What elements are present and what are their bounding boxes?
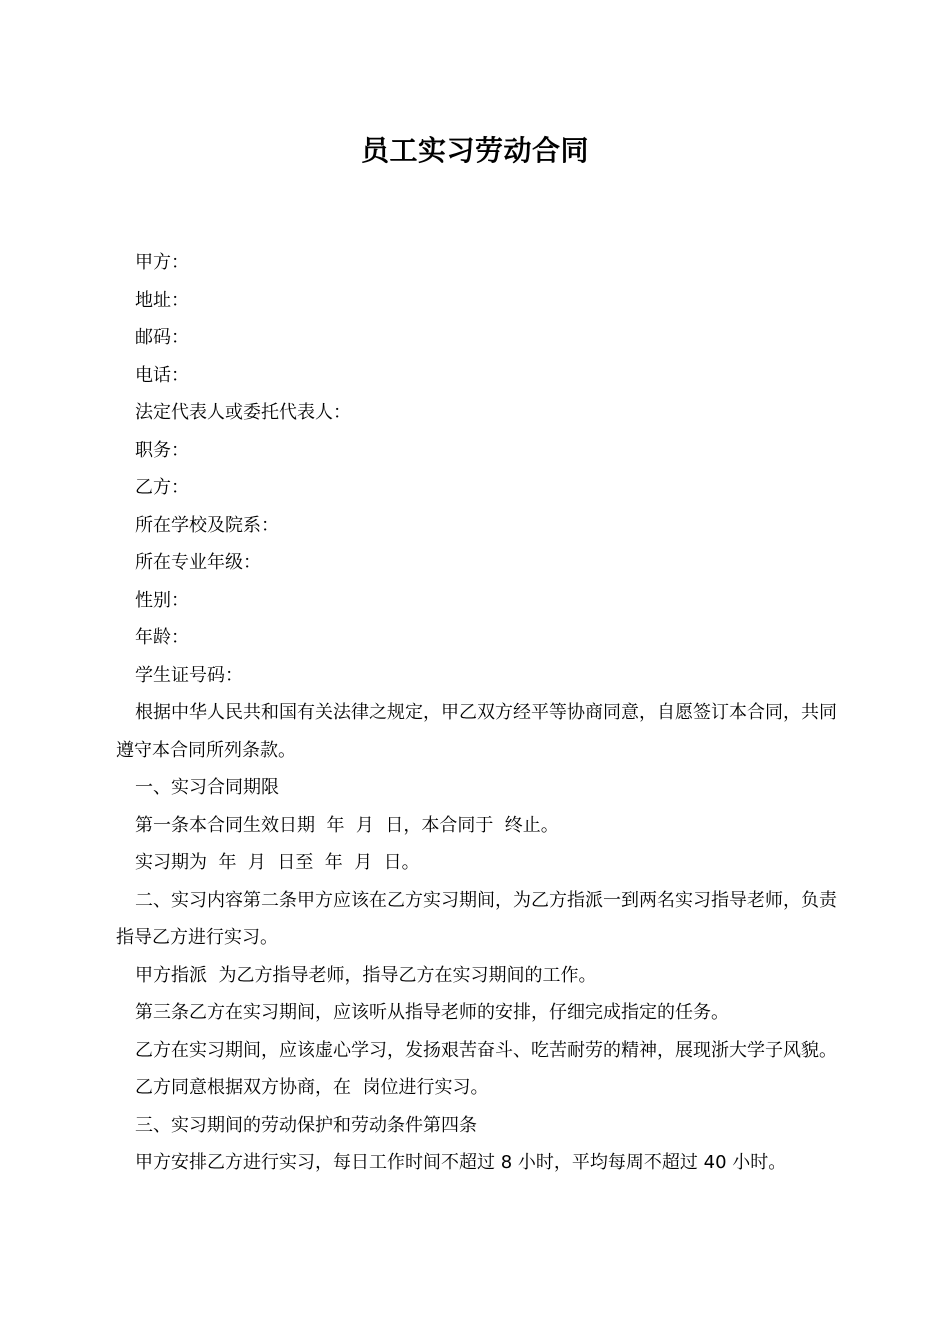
field-party-a: 甲方： [135, 252, 189, 273]
field-school-department: 所在学校及院系： [135, 514, 279, 536]
field-legal-representative: 法定代表人或委托代表人： [135, 402, 351, 423]
document-title: 员工实习劳动合同 [360, 134, 589, 167]
clause-working-hours: 甲方安排乙方进行实习，每日工作时间不超过 8 小时，平均每周不超过 40 小时。 [135, 1152, 787, 1173]
document-body [116, 244, 850, 1182]
clause-internship-period: 实习期为 年 月 日至 年 月 日。 [135, 852, 420, 873]
field-gender: 性别： [135, 589, 189, 611]
preamble-paragraph: 根据中华人民共和国有关法律之规定，甲乙双方经平等协商同意，自愿签订本合同，共同遵守本合同所列条款。 [116, 702, 837, 761]
clause-article-1: 第一条本合同生效日期 年 月 日，本合同于 终止。 [135, 814, 559, 836]
section-heading-protection: 三、实习期间的劳动保护和劳动条件第四条 [135, 1114, 477, 1136]
section-heading-term: 一、实习合同期限 [135, 777, 279, 798]
clause-learning-attitude: 乙方在实习期间，应该虚心学习，发扬艰苦奋斗、吃苦耐劳的精神，展现浙大学子风貌。 [135, 1039, 837, 1061]
field-major-grade: 所在专业年级： [135, 552, 261, 573]
field-age: 年龄： [135, 627, 189, 648]
field-position: 职务： [135, 439, 189, 461]
field-phone: 电话： [135, 364, 189, 386]
field-party-b: 乙方： [135, 477, 189, 498]
clause-internship-post: 乙方同意根据双方协商，在 岗位进行实习。 [135, 1077, 489, 1098]
field-address: 地址： [135, 289, 189, 311]
clause-article-3: 第三条乙方在实习期间，应该听从指导老师的安排，仔细完成指定的任务。 [135, 1002, 729, 1023]
clause-article-2: 二、实习内容第二条甲方应该在乙方实习期间，为乙方指派一到两名实习指导老师，负责指导乙方进行实习。 [116, 889, 837, 948]
field-postcode: 邮码： [135, 327, 189, 348]
field-student-id: 学生证号码： [135, 664, 243, 686]
clause-assigned-mentor: 甲方指派 为乙方指导老师，指导乙方在实习期间的工作。 [135, 964, 597, 986]
